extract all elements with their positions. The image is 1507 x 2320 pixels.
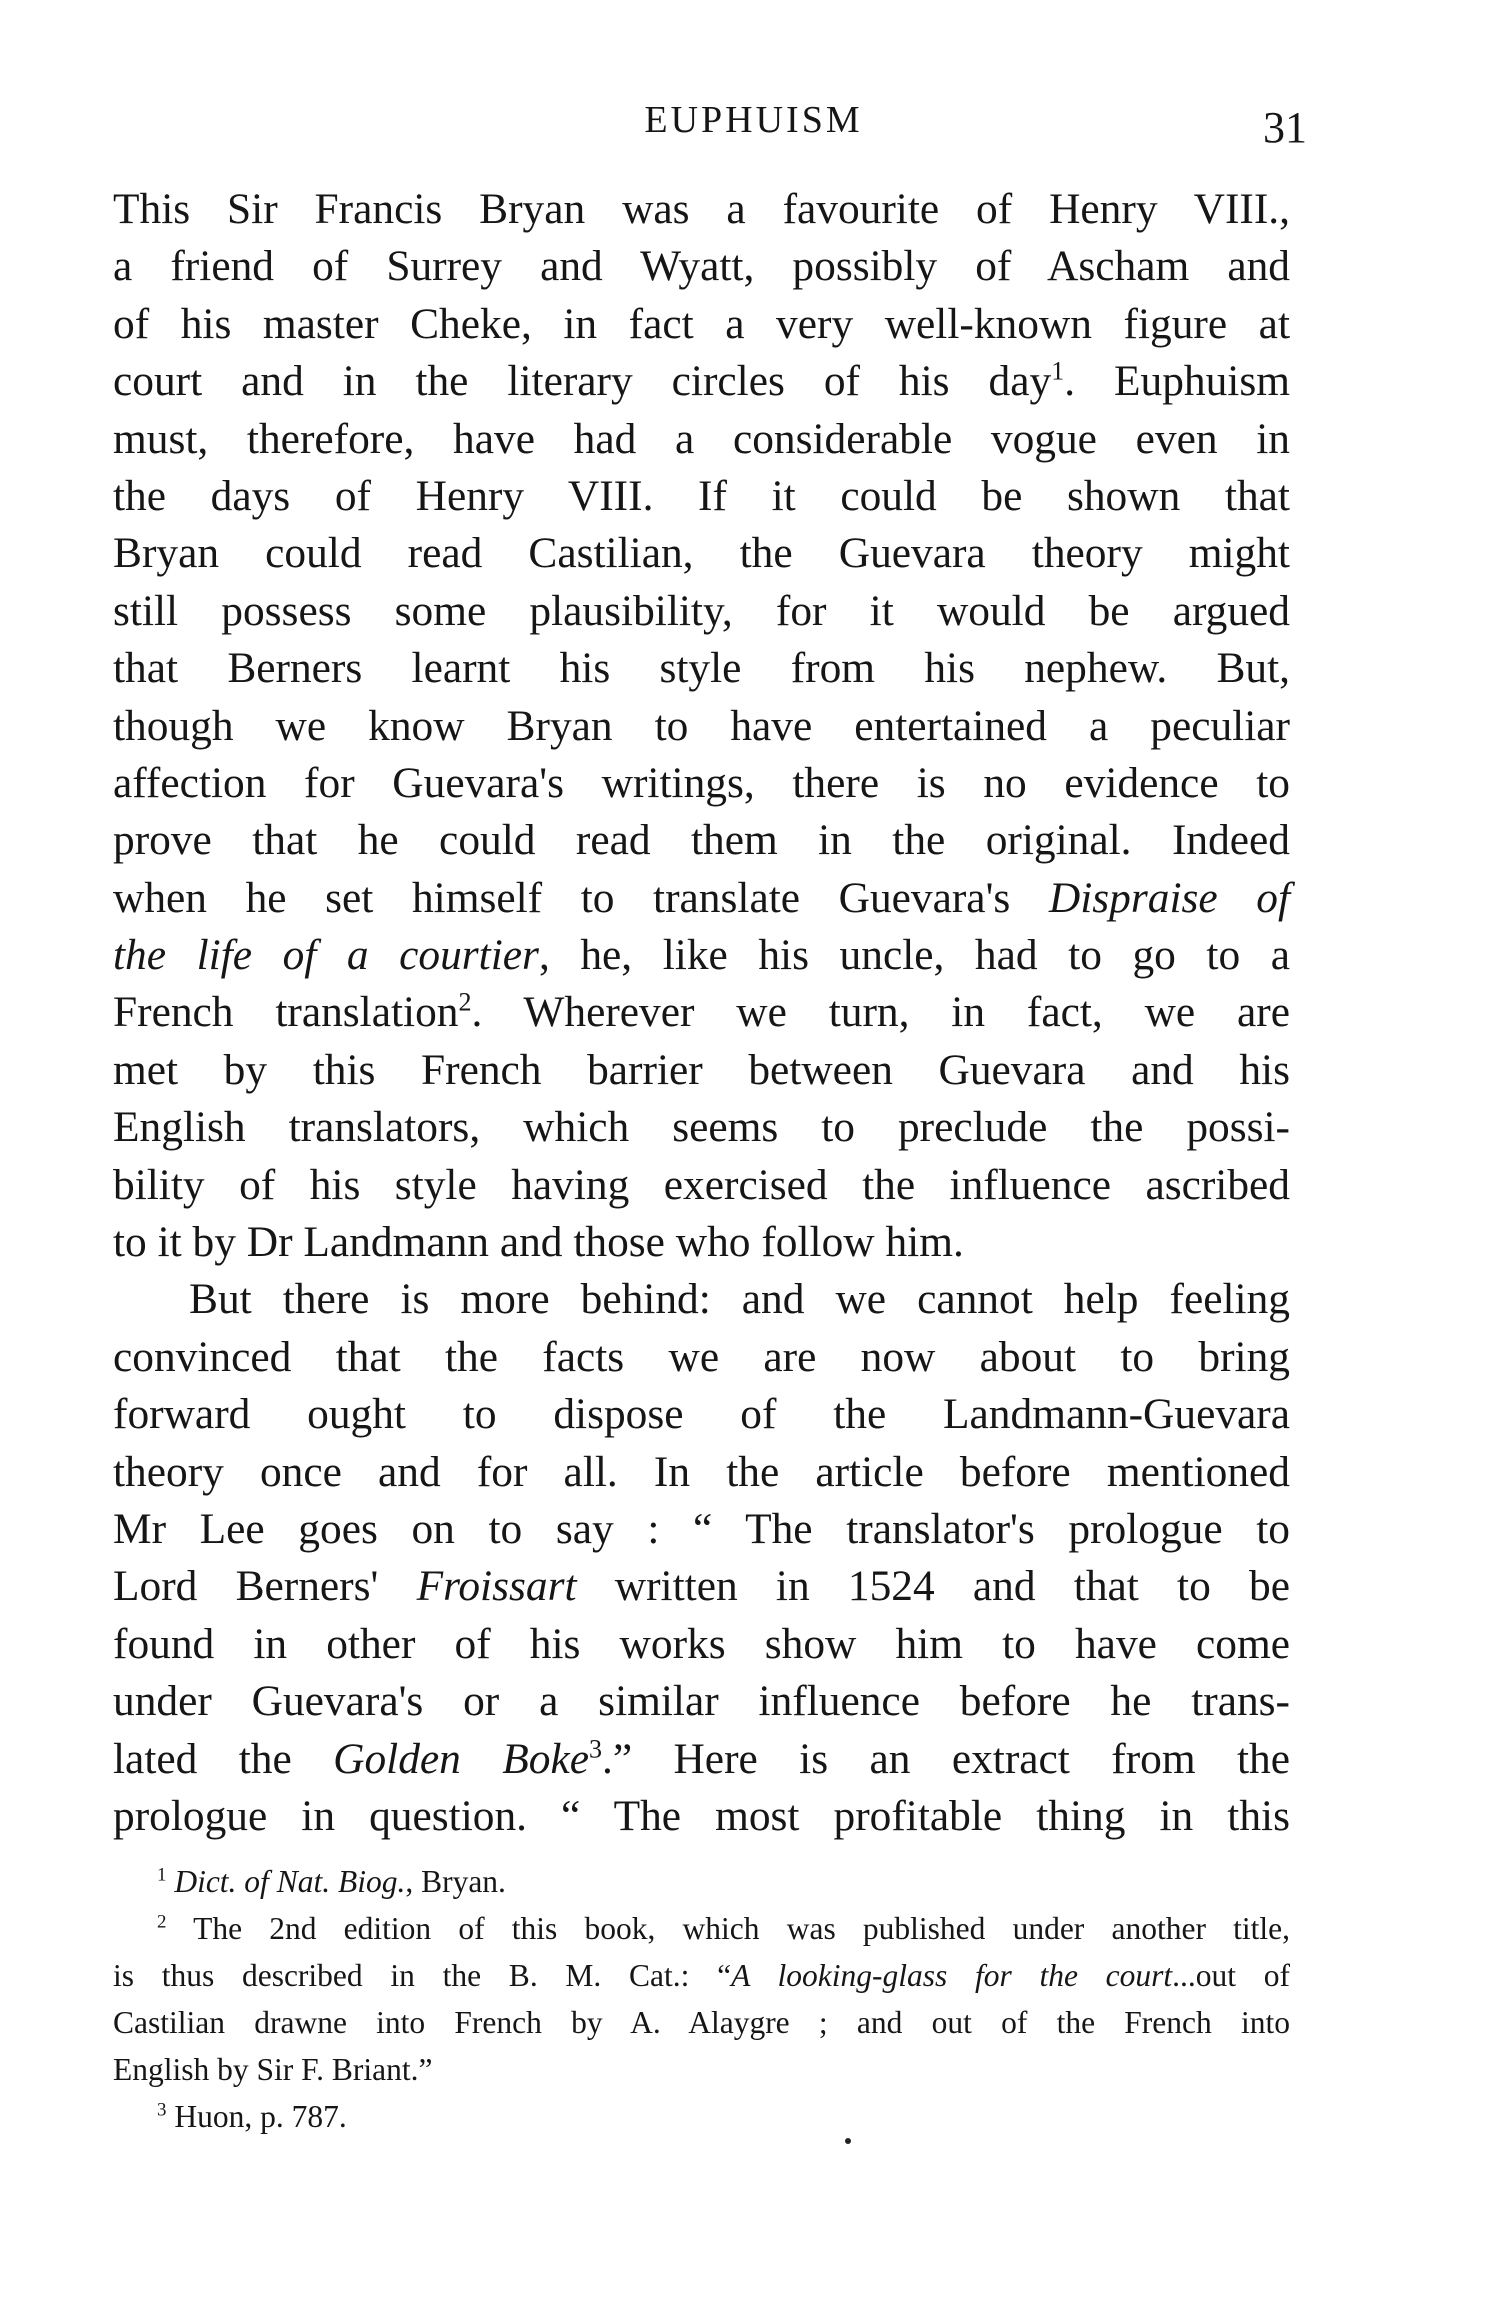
text-line: met by this French barrier between Guevara and his	[113, 1045, 1290, 1094]
italic-title: A looking-glass for the court	[731, 1958, 1173, 1993]
text-line	[113, 353, 1290, 410]
footnote-line	[113, 1952, 1290, 1999]
text-span: .” Here is an extract from the	[601, 1734, 1290, 1783]
text-line: though we know Bryan to have entertained a peculiar	[113, 701, 1290, 750]
page-number: 31	[1263, 103, 1307, 152]
footnote-mark: 1	[157, 1864, 167, 1886]
footnote-line: English by Sir F. Briant.”	[113, 2052, 433, 2087]
footnote-ref: 2	[458, 988, 472, 1017]
running-head: EUPHUISM	[644, 99, 863, 141]
text-line	[113, 984, 1290, 1041]
text-line	[113, 1558, 1290, 1615]
italic-title: Golden Boke	[333, 1734, 589, 1783]
text-span: ...out of	[1172, 1958, 1290, 1993]
text-span: , Bryan.	[405, 1864, 506, 1899]
text-span: . Euphuism	[1064, 357, 1290, 406]
text-line	[113, 1731, 1290, 1788]
text-span: court and in the literary circles of his day	[113, 357, 1052, 406]
text-line: English translators, which seems to preclude the possi-	[113, 1103, 1290, 1152]
footnote-2	[113, 1905, 1290, 1952]
text-line: of his master Cheke, in fact a very well-known figure at	[113, 299, 1290, 348]
ink-dot	[845, 2138, 851, 2144]
footnote-ref: 1	[1051, 356, 1065, 386]
footnote-mark: 2	[157, 1911, 167, 1933]
italic-title: Froissart	[416, 1562, 577, 1611]
text-span: lated the	[113, 1734, 292, 1783]
footnotes	[113, 1858, 1290, 2140]
text-line: Bryan could read Castilian, the Guevara theory might	[113, 529, 1290, 578]
text-span: when he set himself to translate Guevara's	[113, 873, 1011, 922]
text-line: forward ought to dispose of the Landmann-Guevara	[113, 1390, 1290, 1439]
text-line: that Berners learnt his style from his nephew. But,	[113, 644, 1290, 693]
text-line: prologue in question. “ The most profitable thing in this	[113, 1791, 1290, 1840]
text-line	[113, 927, 1290, 984]
text-span: The 2nd edition of this book, which was published under another title,	[193, 1911, 1290, 1946]
text-line: theory once and for all. In the article before mentioned	[113, 1447, 1290, 1496]
footnote-line: Castilian drawne into French by A. Alaygre ; and out of the French into	[113, 2005, 1290, 2040]
page-header	[0, 98, 1507, 158]
text-line: must, therefore, have had a considerable vogue even in	[113, 414, 1290, 463]
text-line: This Sir Francis Bryan was a favourite of Henry VIII.,	[113, 185, 1290, 233]
text-line: prove that he could read them in the original. Indeed	[113, 816, 1290, 865]
text-line: to it by Dr Landmann and those who follow him.	[113, 1218, 964, 1267]
text-line: found in other of his works show him to have come	[113, 1619, 1290, 1668]
text-line: a friend of Surrey and Wyatt, possibly of Ascham and	[113, 242, 1290, 291]
text-line: under Guevara's or a similar influence before he trans-	[113, 1677, 1290, 1726]
italic-title: Dispraise of	[1048, 873, 1290, 922]
text-span: is thus described in the B. M. Cat.: “	[113, 1958, 732, 1993]
text-span: , he, like his uncle, had to go to a	[538, 931, 1290, 980]
text-span: Lord Berners'	[113, 1562, 379, 1611]
text-line: the days of Henry VIII. If it could be shown that	[113, 471, 1290, 520]
text-span: Huon, p. 787.	[174, 2099, 347, 2134]
footnote-3	[113, 2093, 1290, 2140]
text-line: bility of his style having exercised the influence ascribed	[113, 1160, 1290, 1209]
footnote-ref: 3	[588, 1734, 602, 1764]
body-text	[113, 181, 1290, 1845]
text-line	[113, 870, 1290, 927]
text-line: affection for Guevara's writings, there is no evidence to	[113, 758, 1290, 807]
footnote-mark: 3	[157, 2099, 167, 2121]
italic-title: the life of a courtier	[113, 931, 539, 980]
text-span: written in 1524 and that to be	[614, 1562, 1290, 1611]
italic-title: Dict. of Nat. Biog.	[174, 1864, 406, 1899]
text-line: Mr Lee goes on to say : “ The translator's prologue to	[113, 1504, 1290, 1553]
footnote-1	[113, 1858, 1290, 1905]
text-span: . Wherever we turn, in fact, we are	[471, 988, 1290, 1037]
text-line: convinced that the facts we are now about to bring	[113, 1332, 1290, 1381]
text-line: But there is more behind: and we cannot help feeling	[189, 1275, 1290, 1324]
text-span: French translation	[113, 988, 459, 1037]
text-line: still possess some plausibility, for it would be argued	[113, 586, 1290, 635]
